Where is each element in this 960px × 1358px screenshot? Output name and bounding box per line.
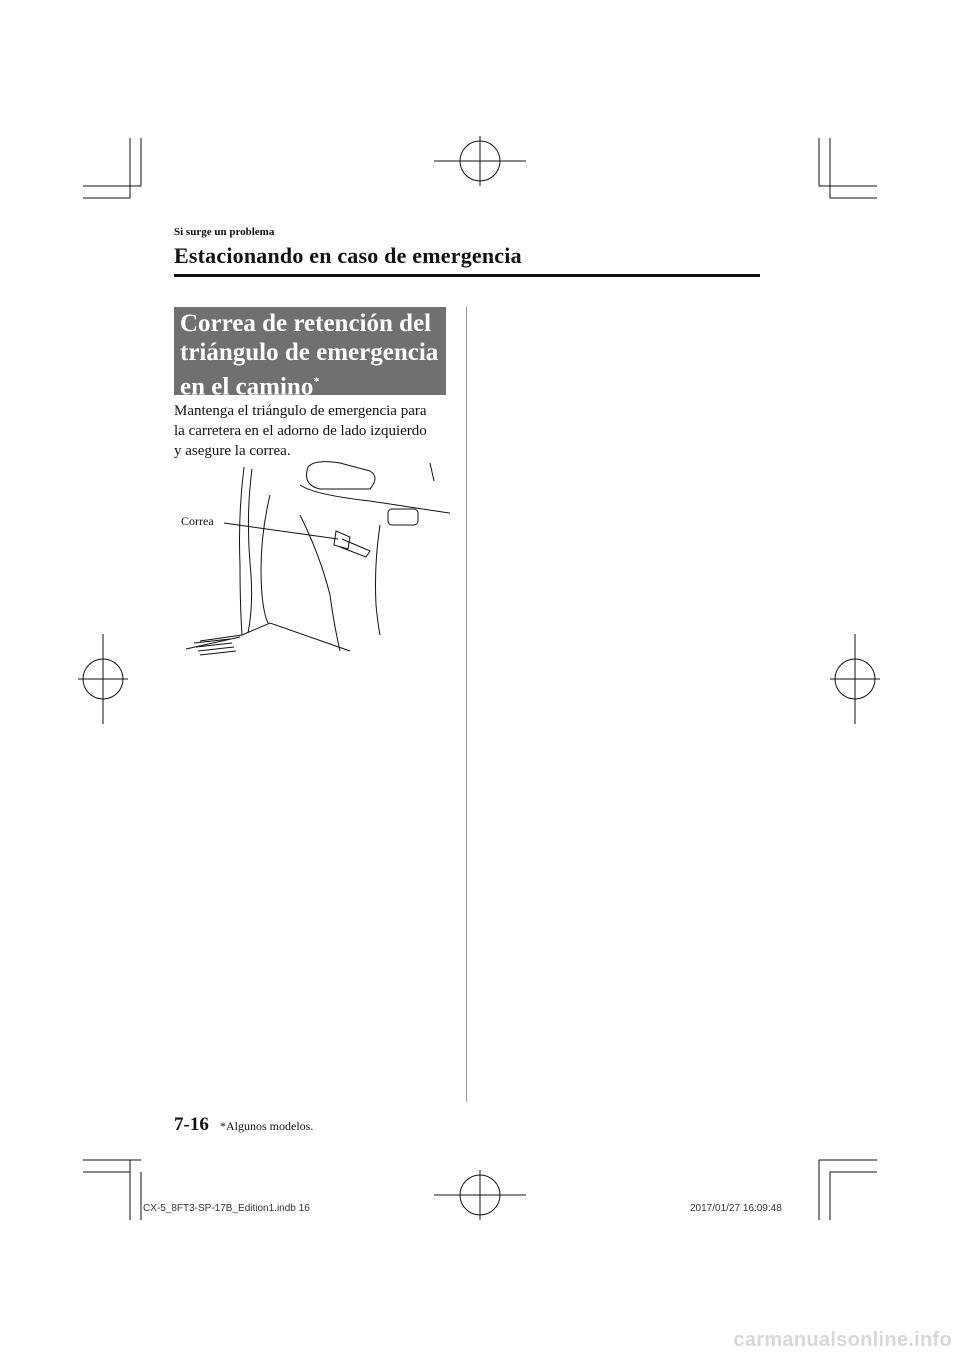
- footnote-star: *: [220, 1119, 226, 1133]
- figure-callout-correa: Correa: [181, 514, 214, 528]
- footnote: [220, 1119, 313, 1134]
- section-title-line-2: triángulo de emergencia: [180, 339, 439, 366]
- watermark: carmanualsonline.info: [733, 1329, 952, 1351]
- title-asterisk: *: [313, 374, 320, 388]
- print-slug-timestamp: 2017/01/27 16:09:48: [690, 1203, 782, 1214]
- print-slug-file: CX-5_8FT3-SP-17B_Edition1.indb 16: [143, 1203, 310, 1214]
- footnote-text: Algunos modelos.: [226, 1119, 314, 1133]
- trunk-trim-illustration: [180, 455, 450, 665]
- body-line-3: y asegure la correa.: [174, 443, 291, 459]
- chapter-title: Estacionando en caso de emergencia: [174, 243, 522, 268]
- breadcrumb: Si surge un problema: [174, 226, 275, 238]
- body-paragraph: [174, 401, 446, 461]
- body-line-2: la carretera en el adorno de lado izquierdo: [174, 423, 427, 439]
- title-rule: [174, 274, 760, 277]
- section-title-line-3: [180, 367, 446, 401]
- page-number: 7-16: [174, 1114, 209, 1135]
- column-divider: [466, 307, 467, 1102]
- section-title-line-1: Correa de retención del: [180, 310, 432, 337]
- body-line-1: Mantenga el triángulo de emergencia para: [174, 403, 427, 419]
- section-title-line-3-text: en el camino: [180, 373, 314, 401]
- section-heading: [174, 307, 446, 401]
